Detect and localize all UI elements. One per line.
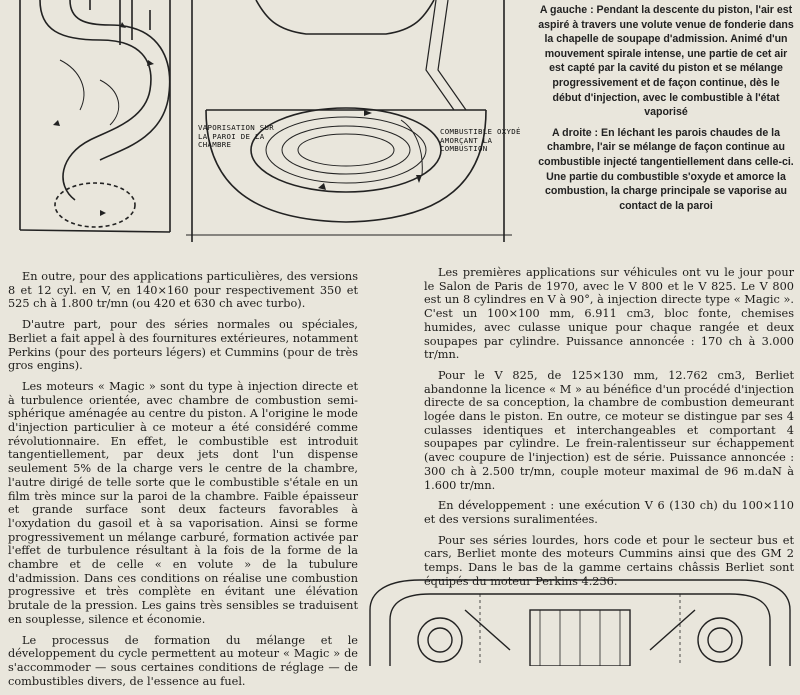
left-text-column (8, 270, 358, 695)
paragraph: Pour le V 825, de 125×130 mm, 12.762 cm3, Berliet abandonne la licence « M » au bénéfice d'un procédé d'injection directe de sa conception, la chambre de combustion demeurant logée dans le piston. En outre, ce moteur se distingue par ses 4 culasses identiques et interchangeables et comportant 4 soupapes par cylindre. Le frein-ralentisseur sur échappement (avec coupure de l'injection) est de série. Puissance annoncée : 300 ch à 2.500 tr/mn, couple moteur maximal de 96 m.daN à 1.600 tr/mn. (424, 368, 794, 492)
paragraph: Le processus de formation du mélange et le développement du cycle permettent au moteur « Magic » de s'accommoder — sous certaines conditions de réglage — de combustibles divers, de l'essence au fuel. (8, 633, 358, 688)
paragraph: En développement : une exécution V 6 (130 ch) du 100×110 et des versions suralimentées. (424, 499, 794, 526)
caption-right: A droite : En léchant les parois chaudes de la chambre, l'air se mélange de façon continue au combustible injecté tangentiellement dans celle-ci. Une partie du combustible s'oxyde et amorce la combustion, la charge principale se vaporise au contact de la paroi (538, 126, 794, 212)
vaporisation-label: VAPORISATION SUR LA PAROI DE LA CHAMBRE (198, 123, 274, 149)
paragraph: En outre, pour des applications particulières, des versions 8 et 12 cyl. en V, en 140×160 pour respectivement 350 et 525 ch à 1.800 tr/mn (ou 420 et 630 ch avec turbo). (8, 270, 358, 311)
paragraph: Pour ses séries lourdes, hors code et pour le secteur bus et cars, Berliet monte des moteurs Cummins ainsi que des GM 2 temps. Dans le bas de la gamme certains châssis Berliet sont équipés du moteur Perkins 4.236. (424, 533, 794, 588)
paragraph: Les premières applications sur véhicules ont vu le jour pour le Salon de Paris de 1970, avec le V 800 et le V 825. Le V 800 est un 8 cylindres en V à 90°, à injection directe type « Magic ». C'est un 100×100 mm, 6.911 cm3, bloc fonte, chemises humides, avec culasse unique pour chaque rangée et deux soupapes par cylindre. Puissance annoncée : 170 ch à 3.000 tr/mn. (424, 266, 794, 362)
caption-left: A gauche : Pendant la descente du piston, l'air est aspiré à travers une volute venue de fonderie dans la chapelle de soupape d'admission. Animé d'un mouvement spirale intense, une partie de cet air est capté par la cavité du piston et se mélange progressivement et de façon continue, dès le début d'injection, avec le combustible à l'état vaporisé (538, 4, 794, 119)
piston-chamber-drawing (186, 0, 512, 242)
engine-drawing (360, 570, 800, 666)
intake-volute-illustration (0, 0, 194, 262)
paragraph: D'autre part, pour des séries normales ou spéciales, Berliet a fait appel à des fournitures extérieures, notamment Perkins (pour des porteurs légers) et Cummins (pour de très gros engins). (8, 318, 358, 373)
engine-cross-section-illustration (360, 570, 800, 666)
right-text-column (424, 266, 794, 595)
intake-volute-drawing (0, 0, 194, 262)
figure-caption (538, 3, 794, 219)
piston-chamber-illustration (186, 0, 512, 242)
combustible-label: COMBUSTIBLE OXYDÉ AMORÇANT LA COMBUSTION (440, 127, 521, 153)
paragraph: Les moteurs « Magic » sont du type à injection directe et à turbulence orientée, avec chambre de combustion semi-sphérique aménagée au centre du piston. A l'origine le mode d'injection particulier à ce moteur a été considéré comme révolutionnaire. En effet, le combustible est introduit tangentiellement, par deux jets dont l'un dispense seulement 5% de la charge vers le centre de la chambre, l'autre dirigé de telle sorte que le combustible s'étale en un film très mince sur la paroi de la chambre. Faible épaisseur et grande surface sont deux facteurs favorables à l'oxydation du gasoil et à sa vaporisation. Ainsi se forme progressivement un mélange carburé, formation activée par l'effet de turbulence résultant à la fois de la forme de la chambre et de celle « en volute » de la tubulure d'admission. Dans ces conditions on réalise une combustion progressive et très complète en évitant une élévation brutale de la pression. Les gains très sensibles se traduisent en souplesse, silence et économie. (8, 379, 358, 626)
